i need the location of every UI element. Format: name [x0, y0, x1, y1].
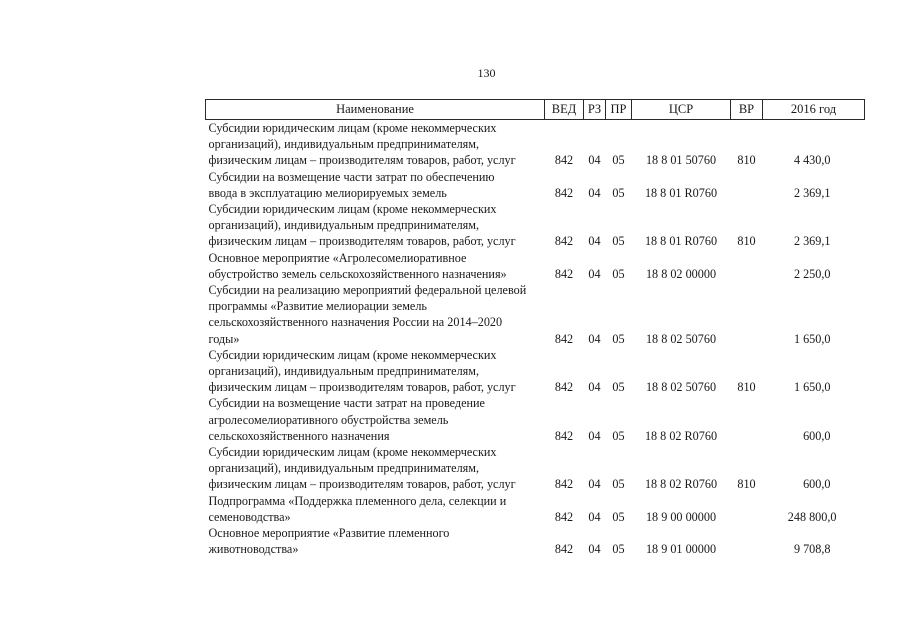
row-name-line: Основное мероприятие «Развитие племенного — [208, 526, 450, 541]
row-name — [206, 250, 545, 282]
row-name-line: Подпрограмма «Поддержка племенного дела, селекции и — [208, 493, 507, 508]
row-vr: 810 — [737, 153, 756, 168]
row-name-line: программы «Развитие мелиорации земель — [208, 299, 427, 314]
row-name — [206, 525, 545, 557]
row-pr: 05 — [612, 234, 625, 249]
row-name-line: физическим лицам – производителям товаров, работ, услуг — [208, 234, 516, 249]
page-number: 130 — [477, 66, 496, 80]
row-amount: 600,0 — [803, 477, 831, 492]
row-rz: 04 — [588, 234, 601, 249]
row-rz: 04 — [588, 509, 601, 524]
header-row — [206, 100, 865, 120]
header-year: 2016 год — [763, 100, 865, 120]
row-name-line: животноводства» — [208, 542, 299, 557]
row-name-line: Субсидии на возмещение части затрат на проведение — [208, 396, 485, 411]
row-name-line: Субсидии на возмещение части затрат по обеспечению — [208, 169, 495, 184]
row-name-line: Основное мероприятие «Агролесомелиоративное — [208, 250, 467, 265]
table-row — [206, 201, 865, 250]
row-amount: 9 708,8 — [793, 542, 831, 557]
row-name — [206, 395, 545, 444]
header-ved: ВЕД — [545, 100, 584, 120]
table-row — [206, 169, 865, 201]
table-row — [206, 525, 865, 557]
row-vr — [731, 493, 763, 525]
row-rz: 04 — [588, 153, 601, 168]
row-pr: 05 — [612, 266, 625, 281]
row-amount: 248 800,0 — [787, 509, 837, 524]
row-amount: 1 650,0 — [793, 331, 831, 346]
row-ved: 842 — [554, 509, 574, 524]
row-name-line: Субсидии юридическим лицам (кроме некоммерческих — [208, 121, 497, 135]
row-csr: 18 9 01 00000 — [645, 542, 717, 557]
row-rz: 04 — [588, 266, 601, 281]
row-ved: 842 — [554, 477, 574, 492]
row-amount: 1 650,0 — [793, 380, 831, 395]
row-vr — [731, 169, 763, 201]
row-pr: 05 — [612, 509, 625, 524]
row-name — [206, 282, 545, 347]
table-row — [206, 347, 865, 396]
row-vr — [731, 250, 763, 282]
row-csr: 18 8 02 50760 — [645, 331, 717, 346]
row-name-line: семеноводства» — [208, 509, 291, 524]
row-ved: 842 — [554, 331, 574, 346]
row-ved: 842 — [554, 266, 574, 281]
row-name — [206, 347, 545, 396]
row-csr: 18 8 01 50760 — [645, 153, 717, 168]
row-name-line: Субсидии юридическим лицам (кроме некоммерческих — [208, 445, 497, 460]
row-vr — [731, 525, 763, 557]
row-name-line: сельскохозяйственного назначения — [208, 428, 390, 443]
row-ved: 842 — [554, 153, 574, 168]
row-ved: 842 — [554, 380, 574, 395]
row-name-line: ввода в эксплуатацию мелиорируемых земель — [208, 185, 447, 200]
row-rz: 04 — [588, 428, 601, 443]
row-vr: 810 — [737, 234, 756, 249]
row-name — [206, 493, 545, 525]
row-pr: 05 — [612, 185, 625, 200]
row-name-line: сельскохозяйственного назначения России на 2014–2020 — [208, 315, 503, 330]
row-pr: 05 — [612, 331, 625, 346]
row-amount: 4 430,0 — [793, 153, 831, 168]
row-name — [206, 169, 545, 201]
header-rz: РЗ — [584, 100, 606, 120]
row-csr: 18 8 02 50760 — [645, 380, 717, 395]
row-vr — [731, 282, 763, 347]
row-name-line: физическим лицам – производителям товаров, работ, услуг — [208, 380, 516, 395]
row-ved: 842 — [554, 428, 574, 443]
row-rz: 04 — [588, 331, 601, 346]
row-csr: 18 8 01 R0760 — [644, 234, 718, 249]
table-row — [206, 250, 865, 282]
row-ved: 842 — [554, 234, 574, 249]
row-csr: 18 8 02 R0760 — [644, 428, 718, 443]
row-name-line: организаций), индивидуальным предпринимателям, — [208, 218, 480, 233]
row-amount: 2 250,0 — [793, 266, 831, 281]
table-row — [206, 444, 865, 493]
row-name — [206, 444, 545, 493]
header-vr: ВР — [731, 100, 763, 120]
row-name-line: физическим лицам – производителям товаров, работ, услуг — [208, 477, 516, 492]
header-name: Наименование — [206, 100, 545, 120]
row-name-line: организаций), индивидуальным предпринимателям, — [208, 461, 480, 476]
row-name-line: агролесомелиоративного обустройства земель — [208, 412, 449, 427]
table-row — [206, 282, 865, 347]
row-name — [206, 120, 545, 169]
row-rz: 04 — [588, 542, 601, 557]
row-amount: 2 369,1 — [793, 234, 831, 249]
row-name-line: физическим лицам – производителям товаров, работ, услуг — [208, 153, 516, 168]
row-name-line: Субсидии юридическим лицам (кроме некоммерческих — [208, 202, 497, 217]
row-ved: 842 — [554, 542, 574, 557]
header-csr: ЦСР — [632, 100, 731, 120]
row-name — [206, 201, 545, 250]
row-name-line: обустройство земель сельскохозяйственного назначения» — [208, 266, 507, 281]
row-pr: 05 — [612, 153, 625, 168]
row-amount: 600,0 — [803, 428, 831, 443]
table-row — [206, 120, 865, 169]
row-csr: 18 8 02 00000 — [645, 266, 717, 281]
table-row — [206, 395, 865, 444]
row-name-line: Субсидии юридическим лицам (кроме некоммерческих — [208, 347, 497, 362]
row-csr: 18 9 00 00000 — [645, 509, 717, 524]
row-name-line: организаций), индивидуальным предпринимателям, — [208, 137, 480, 152]
row-vr: 810 — [737, 380, 756, 395]
row-name-line: организаций), индивидуальным предпринимателям, — [208, 364, 480, 379]
row-name-line: Субсидии на реализацию мероприятий федеральной целевой — [208, 283, 527, 298]
row-name-line: годы» — [208, 331, 240, 346]
table-row — [206, 493, 865, 525]
row-ved: 842 — [554, 185, 574, 200]
row-rz: 04 — [588, 477, 601, 492]
row-vr — [731, 395, 763, 444]
header-pr: ПР — [606, 100, 632, 120]
row-rz: 04 — [588, 380, 601, 395]
row-rz: 04 — [588, 185, 601, 200]
row-pr: 05 — [612, 477, 625, 492]
row-csr: 18 8 02 R0760 — [644, 477, 718, 492]
budget-table — [205, 99, 865, 557]
row-pr: 05 — [612, 428, 625, 443]
row-vr: 810 — [737, 477, 756, 492]
row-pr: 05 — [612, 542, 625, 557]
row-csr: 18 8 01 R0760 — [644, 185, 718, 200]
row-amount: 2 369,1 — [793, 185, 831, 200]
row-pr: 05 — [612, 380, 625, 395]
